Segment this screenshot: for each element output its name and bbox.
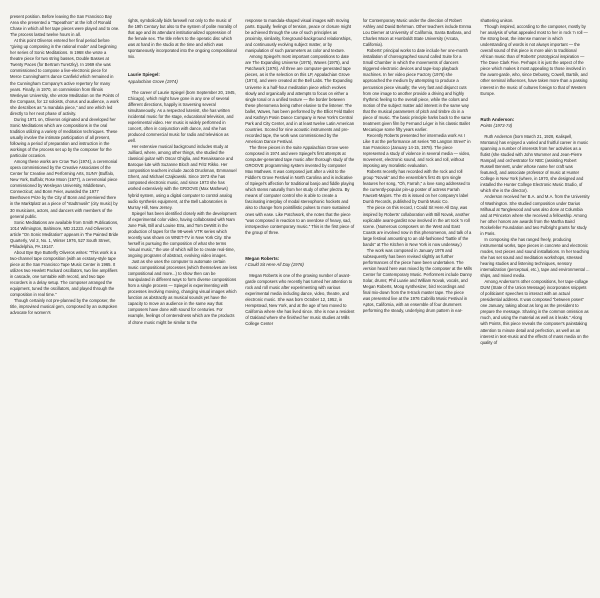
text-column-3 <box>245 14 355 598</box>
work-title: I Could Sit Here All Day (1976) <box>245 261 304 267</box>
body-paragraph: Among these works are Crow Two (1974), a ceremonial opera commissioned by the Creative Associates of the Center for Creative and Performing Arts, SUNY (Buffalo, New York, Buffalo; Rose Moon (1977), a ceremonial piece commissioned by Wesleyan University, Middletown, Connecticut; and Bonn Feier, awarded the 1977 Beethoven Prize by the City of Bonn and premiered there in the Marktplatz as a piece of "stadtmusik" (city music) by 30 musicians, actors, and dancers with members of the general public. <box>10 159 118 219</box>
body-paragraph: Sonic Meditations are available from Smith Publications, 1014 Wilmington, Baltimore, MD 21223. And Oliveros's article "On Sonic Meditation" appears in The Painted Bride Quarterly, Vol 2, No. 1, Winter 1976, 527 South Street, Philadelphia, PA 19147. <box>10 219 119 249</box>
section-spacer <box>128 60 238 66</box>
body-paragraph: Spiegel has been identified closely with the development of experimental color video, having collaborated with Nam June Paik, Bill and Louise Etra, and Tom DeWitt in the production of tapes for the 98-week VTR series which recently was shown on WNET-TV in New York City. She herself is pursuing the composition of what she terms "visual music," the use of which will be to create real-time, ongoing programs of abstract, evolving video images. <box>127 210 237 258</box>
body-paragraph: Though certainly not pre-planned by the composer, the title, improvised musical gem, composed by an outspoken advocate for women's <box>10 298 118 316</box>
text-column-4 <box>363 14 473 598</box>
body-paragraph: Her extensive musical background includes study at Juilliard, where, among other things, she studied the classical guitar with Oscar Ghiglia, and Renaissance and Baroque lute with Suzanne Bloch and Fritz Rikko. Her composition teachers include Jacob Druckman, Emmanuel Ghent, and Michael Czajkowski. Since 1973 she has composed electronic music, and since 1973 she has worked extensively with the GROOVE (Max Mathews) hybrid system, using a digital computer to control analog audio synthesis equipment, at the Bell Laboratories in Murray Hill, New Jersey. <box>127 144 237 210</box>
body-paragraph: In composing she has ranged freely, producing instrumental works, tape pieces in concrete and electronic modes, text pieces and sound installations. In her teaching she has set sound and meditation workshops, stressed hearing studies and listening techniques, sensory internalization (perceptual, etc.), tape and environmental ... ships, and mixed media. <box>480 236 590 279</box>
text-column-1 <box>10 14 120 598</box>
body-paragraph: The career of Laurie Spiegel (born September 20, 1945, Chicago), which might have gone in any one of several different directions, happily is traversing several simultaneously. As a respected lutenist, she has written incidental music for the stage, educational television, and experimental video. Her music is widely performed in concert, often in conjunction with dance, and she has produced commercial music for radio and television as well. <box>127 89 236 144</box>
body-paragraph: About Bye Bye Butterfly Oliveros writes: "This work is a two-channel tape composition (with an ecstasy-style tape piece at the San Francisco Tape Music Center in 1965. It utilizes two Hewlett Packard oscillators, two line amplifiers in cascade, one turntable with record, and two tape recorders in a delay setup. The composer arranged the equipment, tuned the oscillators, and played through the composition in real time." <box>10 249 118 298</box>
section-heading: Megan Roberts: <box>245 255 280 261</box>
body-paragraph: rights, symbolically bids farewell not only to the music of the 19th Century but also to the system of polite morality of that age and its attendant institutionalized oppression of the female sex. The title refers to the operatic disc which was at hand in the studio at the time and which was spontaneously incorporated into the ongoing compositional mix. <box>127 18 237 60</box>
body-paragraph: response to mandala-shaped visual images with moving parts. Equally, feelings of tension, peace or closure might be achieved through the use of such principles as proximity, similarity, foreground-background relationships, and continuously evolving subject matter, or by manipulation of such parameters as color and texture. <box>245 18 352 54</box>
body-paragraph: Recently Roberts presented her intermedia work As I Like It at the performance art series "80 Langton Street" in San Francisco (January 14-15, 1978). The piece represented a study of violence in several media — video, movement, electronic sound, and rock and roll, without imposing any moralistic evaluation. <box>362 132 471 169</box>
section-heading: Ruth Anderson: <box>480 116 515 122</box>
body-paragraph: The three pieces in the suite Appalachian Grove were composed in 1974 and were Spiegel's first attempts at computer-generated tape music after thorough study of the GROOVE programming system invented by composer Max Mathews. It was composed just after a visit to the Fiddler's Grove Festival in North Carolina and is indicative of Spiegel's affection for traditional banjo and fiddle playing which stems naturally from her study of other plectra. By means of computer control she is able to create a fascinating interplay of modal stereophonic hockets and also to change from pointillistic pulses to more sustained ones with ease. Like Patchwork, she notes that the piece "was composed in reaction to an overdose of heavy, sad, introspective contemporary music." This is the first piece of the group of three. <box>245 144 355 235</box>
work-title: Points (1973-74) <box>480 122 513 128</box>
section-spacer <box>480 97 590 111</box>
body-paragraph: The work was composed in January 1976 and subsequently has been revised slightly as further performances of the piece have been undertaken. The version heard here was mixed by the composer at the Mills Center for Contemporary Music. Performers include Danny Solar, drums; Phil Luarie and William Novak, vocals, and Megan Roberts, Moog synthesizer, bird recordings and final mix-down from the 8-track master tape. The piece was presented live at the 1976 Cabrillo Music Festival in Aptos, California, with an ensemble of four drummers performing the steady, underlying drum pattern in ear- <box>362 247 472 314</box>
body-paragraph: Roberts recently has recorded with the rock and roll group "Novak" and the ensemble's first 45 rpm single features her song, "Oh, Farrah," a love song addressed to the currently-popular pin-up poster of actress Farrah Fawcett-Majors. The 45 is issued on her company's label Dumb Records, published by Dumb Music Co. <box>362 169 471 205</box>
body-paragraph: Among Spiegel's most important compositions to date are The Expanding Universe (1975), Waves (1975), and Patchwork (1976). All three are computer-generated tape pieces, as is the selection on this LP, Appalachian Grove (1974), and were created at the Bell Labs. The Expanding Universe is a half-hour meditation piece which evolves slowly and organically and attempts to focus on either a single tonal or a unified texture — the border between these phenomena being rather elusive to the listener. The ballet, Waves, has been performed by the Elliot Feld Ballet and Kathryn Posin Dance Company in New York's Central Park and City Center, and in at least twelve Latin American countries. Scored for nine acoustic instruments and pre-recorded tape, the work was commissioned by the American Dance Festival. <box>245 54 355 144</box>
body-paragraph: Megan Roberts is one of the growing number of avant-garde composers who recently has turned her attention to rock and roll music after experimenting with various experimental media including dance, video, theatre, and electronic music. She was born October 12, 1952, in Hempstead, New York, and at the age of two moved to California where she has lived since. She is now a resident of Oakland where she finished her music studies at Mills College Center <box>245 273 355 327</box>
body-paragraph: for Contemporary Music under the direction of Robert Ashley and David Behrman. Other teachers include Emma Lou Diemer at University of California, Santa Barbara, and Charles Moon at Humboldt State University (Arcata, California). <box>362 18 472 48</box>
text-column-5 <box>480 14 590 598</box>
body-paragraph: shattering unison. <box>480 18 514 23</box>
text-column-2 <box>128 14 238 598</box>
body-paragraph: Just as she uses the computer to automate certain music compositional processes (which themselves are less compositional and more...) to show then can be manipulated in different ways to form diverse compositions from a single process — Spiegel is experimenting with processes involving moving, changing visual images which function as abstractly as musical sounds yet have the capacity to move an audience in the same way that composers have done with sound for centuries. For example, feelings of centeredness which are the products of drone music might be similar to the <box>127 259 237 325</box>
work-title: Appalachian Grove (1974) <box>127 78 178 84</box>
body-paragraph: The piece on this record, I Could Sit Here All Day, was inspired by Roberts' collaboration with Bill Novak, another explicable avant-gardist now involved in the art rock 'n roll scene. (Numerous composers on the West and East Coasts are involved now in this phenomenon, and talk of a large festival amounting to an old-fashioned "battle of the bands" at The Kitchen in New York is now underway.) <box>362 205 472 247</box>
body-paragraph: Ruth Anderson (born March 21, 1928, Kalispell, Montana) has enjoyed a varied and fruitful career in music spanning a number of interests from her activities as a flutist (she studied with John Wummer and Jean-Pierre Rampal) and orchestrator for NBC (assisting Robert Russell Bennett, under whose name her craft was featured), and associate professor of music at Hunter College in New York (where, in 1970, she designed and installed the Hunter College Electronic Music Studio, of which she is the director). <box>480 134 589 194</box>
body-paragraph: Though inspired, according to the composer, mostly by her analysis of what appealed most to her in rock 'n roll — the strong beat, the intense manner in which understanding of words is not always important — the overall sound of this piece is more akin to traditional African music than of Roberts' prototypical inspiration — The Dave Clark Five. Perhaps it is just the aspect of the piece which makes it most appealing to those involved in the avant-garde, who, since Debussy, Cowell, Bartók, and other seminal influences, have taken more than a passing interest in the music of cultures foreign to that of Western Europe. <box>480 24 588 96</box>
body-paragraph: Anderson received her B.A. and M.A. from the University of Washington. She studied composition under Darius Milhaud at Tanglewood and was also done at Columbia and at Princeton where she received a fellowship. Among her other honors are awards from the Martha Baird Rockefeller Foundation and two Fulbright grants for study in Paris. <box>480 194 590 236</box>
body-paragraph: present position. Before leaving the San Francisco Bay Area she presented a "Tapeathon" at the loft of Ronald Chase in which all her tape pieces were played and to one. The process lasted twelve hours in all. <box>10 14 120 38</box>
section-heading: Laurie Spiegel: <box>127 72 160 78</box>
section-spacer <box>245 236 355 250</box>
body-paragraph: Roberts' principal works to date include her one-month installation of choreographed sound called Suite for a Small Chamber in which the movements of dancers triggered electronic devices and tape-loop playback machines. In her video piece Factory (1976) she approached the medium by attempting to produce a percussion piece visually; the very fast and disjunct cuts from one image to another provide a driving and highly rhythmic feeling to the overall piece, while the colors and motion of the subject matter add interest in the same way that the musical parameters of pitch and timbre do in a piece of music. The basic principle harks back to the same treatment given film by Fernand Léger in his classic Ballet Mecanique some fifty years earlier. <box>362 48 472 132</box>
body-paragraph: Among Anderson's other compositions, her tape-collage DUM (State of the Union Message) incorporates snippets of politicians' speeches to interact with an actual presidential address. It was composed "between poses" one January, taking about as long as the president to prepare the message. Sharing in the common omission as much, and using the material as well as it leaks." Along with Points, this piece reveals the composer's painstaking attention to minute detail and perfection, as well as an interest in text-music and the effects of mass media on the quality of <box>480 279 589 345</box>
body-paragraph: At this point Oliveros entered her final period before "giving up composing in the rational mode" and beginning her series of Sonic Meditations. In 1968 she wrote a theatre piece for two string basses, Double Basses at Twenty Paces (for Bertram Turetzky). In 1969 she was commissioned to compose a live-electronic piece for Merce Cunningham's dance Canfield which remained in the Cunningham Company's active repertory for many years. Finally, in 1970, on commission from Illinois Wesleyan University, she wrote Meditation on the Points of the Compass, for 12 soloists, chorus and audience, a work she describes as "a mandala piece," and one which led directly to her next phase of activity. <box>10 38 119 116</box>
body-paragraph: During 1971 on, Oliveros originated and developed her Sonic Meditations which are compositions in the oral tradition utilizing a variety of meditation techniques. These usually involve the intimate participation of all present, following a period of preparation and instruction in the workings of the process set up by the composer for the particular occasion. <box>10 116 118 159</box>
